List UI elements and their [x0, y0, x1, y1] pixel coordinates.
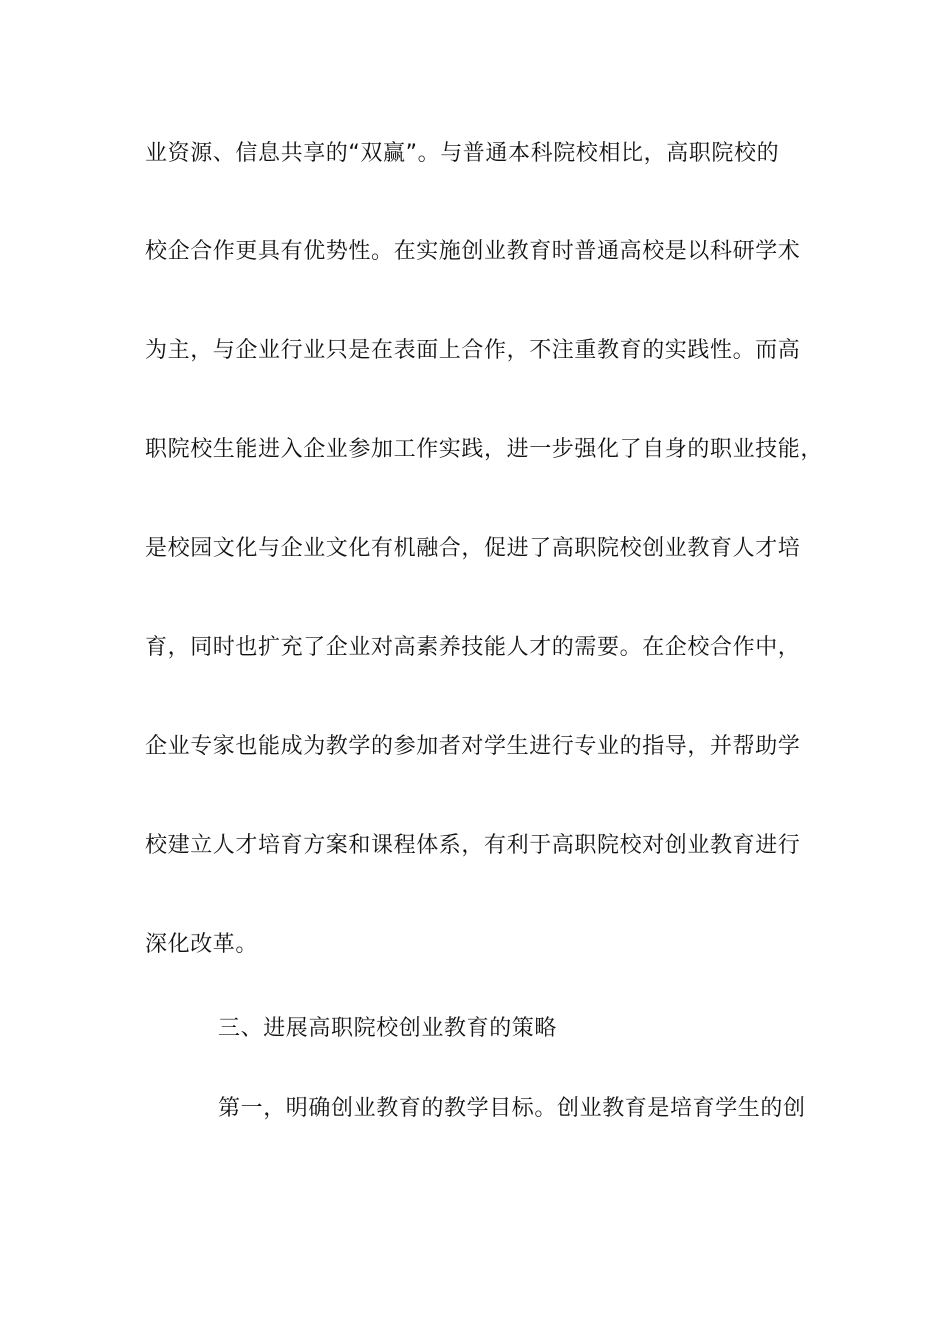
body-text-line: 职院校生能进入企业参加工作实践，进一步强化了自身的职业技能， [145, 437, 824, 462]
body-text-line: 是校园文化与企业文化有机融合，促进了高职院校创业教育人才培 [145, 536, 801, 561]
body-text-line: 校建立人才培育方案和课程体系，有利于高职院校对创业教育进行 [145, 833, 801, 858]
body-text-line: 为主，与企业行业只是在表面上合作，不注重教育的实践性。而高 [145, 338, 801, 363]
body-text-line: 育，同时也扩充了企业对高素养技能人才的需要。在企校合作中， [145, 635, 801, 660]
body-text-line: 深化改革。 [145, 932, 259, 957]
body-text-line: 企业专家也能成为教学的参加者对学生进行专业的指导，并帮助学 [145, 734, 801, 759]
section-heading: 三、进展高职院校创业教育的策略 [218, 1016, 558, 1041]
body-text-line: 业资源、信息共享的“双赢”。与普通本科院校相比，高职院校的 [145, 141, 780, 166]
body-text-line: 校企合作更具有优势性。在实施创业教育时普通高校是以科研学术 [145, 239, 801, 264]
paragraph-first-line: 第一，明确创业教育的教学目标。创业教育是培育学生的创 [218, 1096, 806, 1121]
